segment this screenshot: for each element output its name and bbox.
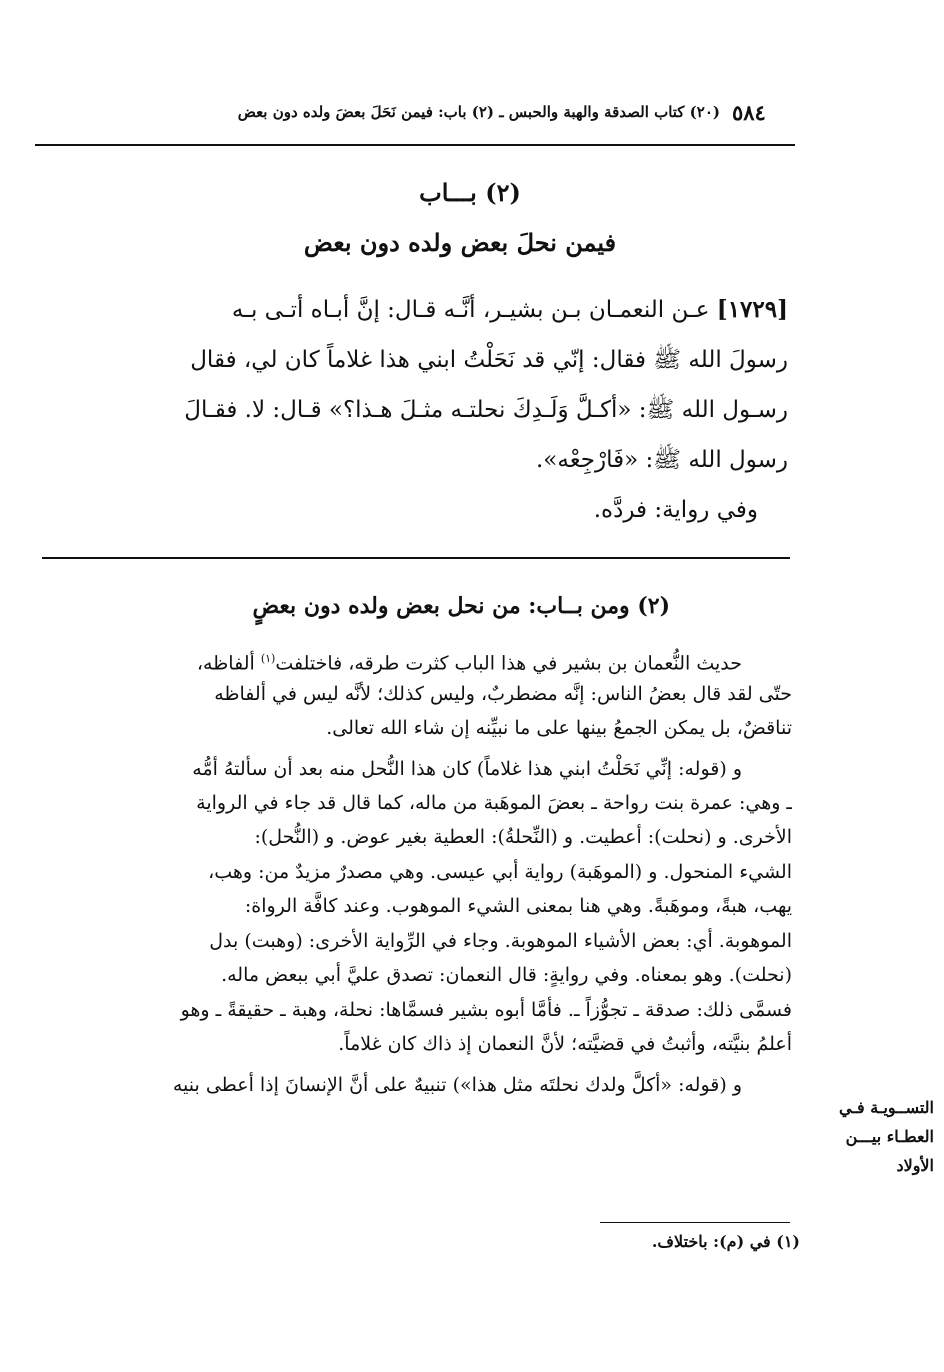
page-number: ٥٨٤ (732, 100, 766, 125)
commentary-line: فسمَّى ذلك: صدقة ـ تجوُّزاً ـ. فأمَّا أبوه بشير فسمَّاها: نحلة، وهبة ـ حقيقةً ـ وهو (180, 998, 792, 1021)
margin-note-line: العطـاء بيـــن (845, 1127, 934, 1146)
margin-note-line: التســويـة فـي (838, 1098, 934, 1117)
section-rule (42, 557, 790, 559)
hadith-line: رسول الله ﷺ: «فَارْجِعْه». (536, 447, 788, 473)
commentary-line: الموهوبة. أي: بعض الأشياء الموهوبة. وجاء في الرِّواية الأخرى: (وهبت) بدل (209, 929, 792, 952)
commentary-line: ـ وهي: عمرة بنت رواحة ـ بعضَ الموهَبة من ماله، كما قال قد جاء في الرواية (196, 791, 792, 814)
commentary-text: حديث النُّعمان بن بشير في هذا الباب كثرت طرقه، فاختلفت (275, 652, 742, 675)
hadith-riwaya: وفي رواية: فردَّه. (593, 497, 758, 523)
margin-note-line: الأولاد (896, 1156, 934, 1175)
hadith-text: عـن النعمـان بـن بشيـر، أنَّـه قـال: إنَّ أبـاه أتـى بـه (231, 297, 710, 323)
commentary-line: يهب، هبةً، وموهَبةً. وهي هنا بمعنى الشيء الموهوب. وعند كافَّة الرواة: (244, 895, 792, 917)
footnote-rule (600, 1222, 790, 1223)
commentary-line: و (قوله: إنِّي نَحَلْتُ ابني هذا غلاماً) كان هذا النُّحل منه بعد أن سألتهُ أمُّه (192, 757, 742, 780)
commentary-line: (نحلت). وهو بمعناه. وفي روايةٍ: قال النعمان: تصدق عليَّ أبي ببعض ماله. (221, 964, 792, 986)
commentary-line: حتّى لقد قال بعضُ الناس: إنَّه مضطربٌ، وليس كذلك؛ لأنَّه ليس في ألفاظه (214, 682, 792, 705)
footnote-ref[interactable]: (١) (260, 652, 276, 665)
hadith-number: [١٧٢٩] (716, 296, 788, 323)
hadith-line: رسـول الله ﷺ: «أكـلَّ وَلَـدِكَ نحلتـه مثـلَ هـذا؟» قـال: لا. فقـالَ (184, 397, 788, 423)
commentary-line: أعلمُ بنيَّته، وأثبتُ في قضيَّته؛ لأنَّ النعمان إذ ذاك كان غلاماً. (338, 1033, 792, 1055)
chapter-title: فيمن نحلَ بعض ولده دون بعض (303, 228, 617, 257)
hadith-block (38, 285, 788, 535)
commentary-body (40, 642, 792, 1102)
commentary-line: و (قوله: «أكلَّ ولدك نحلتَه مثل هذا») تنبيهٌ على أنَّ الإنسانَ إذا أعطى بنيه (172, 1073, 742, 1096)
commentary-line (40, 642, 792, 677)
chapter-number: (٢) بـــاب (419, 178, 521, 207)
hadith-line (38, 285, 788, 335)
margin-note (838, 1093, 934, 1180)
hadith-line: رسولَ الله ﷺ فقال: إنّي قد نَحَلْتُ ابني هذا غلاماً كان لي، فقال (190, 347, 788, 373)
commentary-line: تناقضٌ، بل يمكن الجمعُ بينها على ما نبيِّنه إن شاء الله تعالى. (326, 717, 792, 739)
running-head: (٢٠) كتاب الصدقة والهبة والحبس ـ (٢) باب: فيمن نَحَلَ بعضَ ولده دون بعض (237, 103, 720, 121)
header-rule (35, 144, 795, 146)
commentary-text: ألفاظه، (196, 652, 255, 675)
footnote: (١) في (م): باختلاف. (651, 1232, 800, 1251)
commentary-line: الشيء المنحول. و (الموهَبة) رواية أبي عيسى. وهي مصدرٌ مزيدٌ من: وهب، (208, 860, 792, 883)
commentary-title: (٢) ومن بــاب: من نحل بعض ولده دون بعضٍ (252, 593, 670, 619)
commentary-line: الأخرى. و (نحلت): أعطيت. و (النِّحلةُ): العطية بغير عوض. و (النُّحل): (254, 826, 792, 848)
